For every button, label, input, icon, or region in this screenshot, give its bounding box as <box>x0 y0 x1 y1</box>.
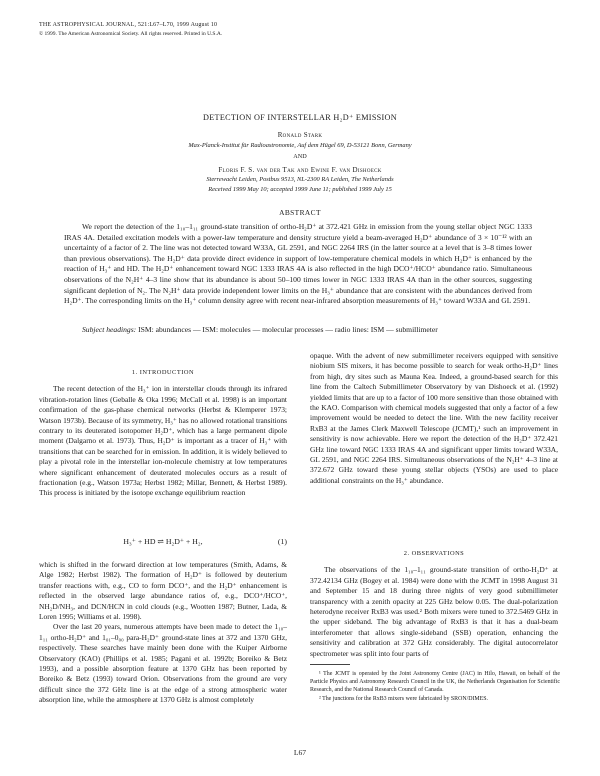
observations-heading: 2. OBSERVATIONS <box>403 550 465 557</box>
left-column-lower <box>39 560 287 706</box>
author-second: Floris F. S. van der Tak and Ewine F. van Dishoeck <box>218 166 382 174</box>
journal-citation: THE ASTROPHYSICAL JOURNAL, 521:L67–L70, 1999 August 10 <box>39 22 218 28</box>
equation-expression: H₃⁺ + HD ⇌ H₂D⁺ + H₂, <box>123 537 203 546</box>
subject-headings-label: Subject headings: <box>82 325 137 334</box>
abstract-text: We report the detection of the 1₁₀–1₁₁ ground-state transition of ortho-H₂D⁺ at 372.421 GHz in emission from the young stellar object NGC 1333 IRAS 4A. Detailed excitation models with a power-law temperature and density structure yield a beam-averaged H₂D⁺ abundance of 3 × 10⁻¹² with an uncertainty of a factor of 2. The line was not detected toward W33A, GL 2591, and NGC 2264 IRS (in the latter source at a level that is 3–8 times lower than previous observations). The H₂D⁺ data provide direct evidence in support of low-temperature chemical models in which H₂D⁺ is enhanced by the reaction of H₃⁺ and HD. The H₂D⁺ enhancement toward NGC 1333 IRAS 4A is also reflected in the high DCO⁺/HCO⁺ abundance ratio. Simultaneous observations of the N₂H⁺ 4–3 line show that its abundance is about 50–100 times lower in NGC 1333 IRAS 4A than in the other sources, suggesting significant depletion of N₂. The N₂H⁺ data provide independent lower limits on the H₃⁺ abundance that are consistent with the abundances derived from H₂D⁺. The corresponding limits on the H₃⁺ column density agree with recent near-infrared absorption measurements of H₃⁺ toward W33A and GL 2591. <box>64 222 532 306</box>
author-separator: AND <box>293 153 307 160</box>
left-column <box>39 368 287 499</box>
footnote-1: ¹ The JCMT is operated by the Joint Astronomy Centre (JAC) in Hilo, Hawaii, on behalf of the Particle Physics and Astronomy Research Council in the UK, the Netherlands Organisation for Scientific Research, and the National Research Council of Canada. <box>310 671 560 694</box>
abstract-heading: ABSTRACT <box>279 208 321 217</box>
affiliation-first: Max-Planck-Institut für Radioastronomie, Auf dem Hügel 69, D-53121 Bonn, Germany <box>188 142 412 149</box>
publication-dates: Received 1999 May 10; accepted 1999 June 11; published 1999 July 15 <box>208 186 392 193</box>
copyright-line: © 1999. The American Astronomical Society. All rights reserved. Printed in U.S.A. <box>39 31 223 37</box>
footnotes <box>310 670 560 703</box>
page-number: L67 <box>293 748 307 757</box>
observations-section <box>310 549 558 659</box>
intro-heading: 1. INTRODUCTION <box>131 369 195 376</box>
footnote-divider <box>310 664 350 665</box>
observations-paragraph-1: The observations of the 1₁₀–1₁₁ ground-state transition of ortho-H₂D⁺ at 372.42134 GHz (Bogey et al. 1984) were done with the JCMT in 1998 August 31 and September 15 and 18 during three nights of very good submillimeter transparency with a zenith opacity at 225 GHz below 0.05. The dual-polarization heterodyne receiver RxB3 was used.² Both mixers were tuned to 372.5469 GHz in the upper sideband. The big advantage of RxB3 is that it has a dual-beam interferometer that allows single-sideband (SSB) operation, enhancing the sensitivity and calibration at 372 GHz considerably. The digital autocorrelator spectrometer was split into four parts of <box>310 565 558 658</box>
affiliation-second: Sterrewacht Leiden, Postbus 9513, NL-2300 RA Leiden, The Netherlands <box>206 176 394 183</box>
paper-title: DETECTION OF INTERSTELLAR H₂D⁺ EMISSION <box>203 113 397 122</box>
equation-number: (1) <box>277 537 287 546</box>
right-column <box>310 351 558 486</box>
intro-paragraph-3: Over the last 20 years, numerous attempts have been made to detect the 1₁₀–1₁₁ ortho-H₂D⁺ and 1₀₁–0₀₀ para-H₂D⁺ ground-state lines at 372 and 1370 GHz, respectively. These searches have mainly been done with the Kuiper Airborne Observatory (KAO) (Phillips et al. 1985; Pagani et al. 1992b; Boreiko & Betz 1993), and a possible absorption feature at 1370 GHz has been reported by Boreiko & Betz (1993) toward Orion. Observations from the ground are very difficult since the 372 GHz line is at the edge of a strong atmospheric water absorption line, while the atmosphere at 1370 GHz is almost completely <box>39 622 287 705</box>
subject-headings-text: ISM: abundances — ISM: molecules — molecular processes — radio lines: ISM — submillimeter <box>138 325 438 334</box>
author-first: Ronald Stark <box>277 131 323 139</box>
intro-paragraph-1: The recent detection of the H₃⁺ ion in interstellar clouds through its infrared vibration-rotation lines (Geballe & Oka 1996; McCall et al. 1998) is an important confirmation of the gas-phase chemical networks (Herbst & Klemperer 1973; Watson 1973b). Because of its symmetry, H₃⁺ has no allowed rotational transitions contrary to its deuterated isotopomer H₂D⁺, which has a large permanent dipole moment (Dalgarno et al. 1973). Thus, H₂D⁺ is important as a tracer of H₃⁺ with transitions that can be searched for in emission. In addition, it is widely believed to play a pivotal role in the interstellar ion-molecule chemistry at low temperatures where significant enhancement of deuterated molecules occurs as a result of fractionation (e.g., Watson 1973a; Herbst 1982; Millar, Bennett, & Herbst 1989). This process is initiated by the isotope exchange equilibrium reaction <box>39 384 287 498</box>
subject-headings <box>64 325 532 336</box>
intro-paragraph-4: opaque. With the advent of new submillimeter receivers equipped with sensitive niobium SIS mixers, it has become possible to search for weak ortho-H₂D⁺ lines from high, dry sites such as Mauna Kea. Indeed, a ground-based search for this line from the Caltech Submillimeter Observatory by van Dishoeck et al. (1992) yielded limits that are up to a factor of 100 more sensitive than those obtained with the KAO. Comparison with chemical models suggested that only a factor of a few improvement would be needed to detect the line. With the new facility receiver RxB3 at the James Clerk Maxwell Telescope (JCMT),¹ such an improvement in sensitivity is now achievable. Here we report the detection of the H₂D⁺ 372.421 GHz line toward NGC 1333 IRAS 4A and significant upper limits toward W33A, GL 2591, and NGC 2264 IRS. Simultaneous observations of the N₂H⁺ 4–3 line at 372.672 GHz toward these young stellar objects (YSOs) are used to place additional constraints on the H₃⁺ abundance. <box>310 351 558 485</box>
intro-paragraph-2: which is shifted in the forward direction at low temperatures (Smith, Adams, & Alge 1982; Herbst 1982). The formation of H₂D⁺ is followed by deuterium transfer reactions with, e.g., CO to form DCO⁺, and the H₂D⁺ enhancement is reflected in the observed large abundance ratios of, e.g., DCO⁺/HCO⁺, NH₂D/NH₃, and DCN/HCN in cold clouds (e.g., Wootten 1987; Butner, Lada, & Loren 1995; Williams et al. 1998). <box>39 560 287 622</box>
footnote-2: ² The junctions for the RxB3 mixers were fabricated by SRON/DIMES. <box>319 695 489 702</box>
equation-1 <box>39 537 287 546</box>
